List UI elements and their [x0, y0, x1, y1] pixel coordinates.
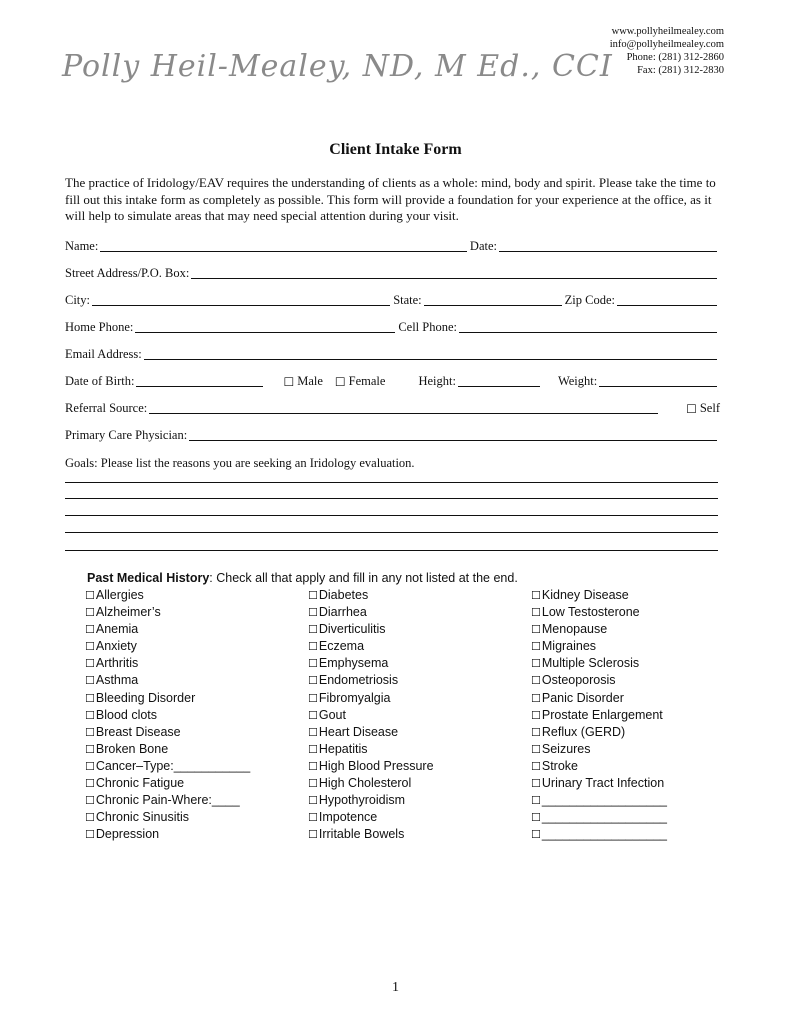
condition-checkbox[interactable]: ☐ [531, 794, 541, 808]
row-street [65, 263, 720, 281]
condition-label: Diarrhea [318, 605, 367, 620]
condition-checkbox[interactable]: ☐ [531, 623, 541, 637]
condition-checkbox[interactable]: ☐ [85, 657, 95, 671]
condition-checkbox[interactable]: ☐ [85, 759, 95, 773]
pcp-field[interactable] [189, 427, 717, 441]
goals-line[interactable] [65, 515, 718, 516]
condition-checkbox[interactable]: ☐ [308, 640, 318, 654]
pcp-label: Primary Care Physician: [65, 428, 188, 442]
referral-field[interactable] [149, 400, 658, 414]
condition-item [85, 775, 250, 792]
svg-text:Polly Heil-Mealey, ND, M Ed.,: Polly Heil-Mealey, ND, M Ed., CCI [62, 49, 613, 84]
condition-item [308, 809, 434, 826]
condition-item [531, 826, 667, 843]
goals-line[interactable] [65, 550, 718, 551]
condition-label: Depression [95, 827, 160, 842]
email-link[interactable]: info@pollyheilmealey.com [609, 39, 724, 50]
state-field[interactable] [424, 292, 562, 306]
condition-item [531, 672, 667, 689]
female-checkbox[interactable]: ☐ [334, 375, 346, 389]
condition-item [85, 690, 250, 707]
page-number: 1 [392, 980, 399, 995]
dob-label: Date of Birth: [65, 374, 135, 388]
contact-block [610, 25, 724, 77]
condition-item [531, 690, 667, 707]
condition-label: Reflux (GERD) [541, 724, 626, 739]
condition-item [308, 655, 434, 672]
condition-checkbox[interactable]: ☐ [85, 811, 95, 825]
condition-label: Gout [318, 707, 346, 722]
condition-checkbox[interactable]: ☐ [308, 606, 318, 620]
condition-label: __________________ [541, 810, 668, 825]
condition-item [308, 690, 434, 707]
male-label: Male [297, 374, 323, 388]
condition-label: Emphysema [318, 656, 389, 671]
condition-checkbox[interactable]: ☐ [85, 606, 95, 620]
condition-checkbox[interactable]: ☐ [308, 691, 318, 705]
row-pcp [65, 425, 720, 443]
self-label: Self [699, 401, 720, 415]
condition-item [85, 707, 250, 724]
name-label: Name: [65, 239, 99, 253]
condition-checkbox[interactable]: ☐ [308, 623, 318, 637]
referral-label: Referral Source: [65, 401, 148, 415]
condition-item [85, 587, 250, 604]
condition-checkbox[interactable]: ☐ [531, 691, 541, 705]
condition-item [85, 792, 250, 809]
condition-item [531, 775, 667, 792]
goals-label: Goals: Please list the reasons you are seeking an Iridology evaluation. [65, 456, 415, 470]
condition-checkbox[interactable]: ☐ [531, 828, 541, 842]
condition-label: Prostate Enlargement [541, 707, 663, 722]
height-field[interactable] [458, 373, 540, 387]
zip-field[interactable] [617, 292, 717, 306]
height-label: Height: [418, 374, 456, 388]
date-label: Date: [469, 239, 497, 253]
condition-checkbox[interactable]: ☐ [85, 623, 95, 637]
male-checkbox[interactable]: ☐ [283, 375, 295, 389]
street-label: Street Address/P.O. Box: [65, 266, 190, 280]
condition-label: Heart Disease [318, 724, 399, 739]
female-label: Female [348, 374, 386, 388]
condition-checkbox[interactable]: ☐ [308, 828, 318, 842]
condition-item [531, 707, 667, 724]
condition-label: Panic Disorder [541, 690, 624, 705]
condition-item [531, 724, 667, 741]
condition-checkbox[interactable]: ☐ [531, 725, 541, 739]
row-city-state-zip [65, 290, 720, 308]
condition-checkbox[interactable]: ☐ [85, 691, 95, 705]
condition-label: Broken Bone [95, 741, 169, 756]
dob-field[interactable] [136, 373, 263, 387]
home-phone-field[interactable] [135, 319, 395, 333]
condition-item [308, 604, 434, 621]
goals-line[interactable] [65, 498, 718, 499]
condition-label: Chronic Fatigue [95, 776, 185, 791]
condition-item [308, 672, 434, 689]
condition-label: Diverticulitis [318, 622, 386, 637]
page-title: Client Intake Form [329, 141, 462, 158]
weight-field[interactable] [599, 373, 717, 387]
condition-label: Asthma [95, 673, 139, 688]
condition-label: Hepatitis [318, 741, 368, 756]
condition-item [85, 826, 250, 843]
condition-item [531, 655, 667, 672]
condition-label: Osteoporosis [541, 673, 616, 688]
condition-item [531, 809, 667, 826]
signature-logo [62, 36, 613, 92]
condition-label: Anemia [95, 622, 139, 637]
name-field[interactable] [100, 238, 467, 252]
condition-checkbox[interactable]: ☐ [85, 640, 95, 654]
condition-item [85, 724, 250, 741]
condition-checkbox[interactable]: ☐ [308, 777, 318, 791]
home-phone-label: Home Phone: [65, 320, 134, 334]
condition-item [308, 792, 434, 809]
condition-label: Chronic Pain-Where:____ [95, 793, 240, 808]
condition-checkbox[interactable]: ☐ [531, 589, 541, 602]
condition-item [308, 707, 434, 724]
row-name-date [65, 236, 720, 254]
condition-label: Low Testosterone [541, 605, 640, 620]
condition-checkbox[interactable]: ☐ [85, 794, 95, 808]
condition-label: Eczema [318, 639, 365, 654]
row-dob-gender-measures [65, 371, 720, 389]
weight-label: Weight: [557, 374, 598, 388]
condition-checkbox[interactable]: ☐ [531, 657, 541, 671]
pmh-column-2 [308, 587, 434, 843]
condition-item [85, 672, 250, 689]
condition-label: High Blood Pressure [318, 758, 434, 773]
condition-label: Breast Disease [95, 724, 181, 739]
condition-label: Urinary Tract Infection [541, 776, 665, 791]
condition-item [308, 741, 434, 758]
condition-checkbox[interactable]: ☐ [85, 742, 95, 756]
condition-label: Cancer–Type:___________ [95, 758, 251, 773]
condition-item [531, 758, 667, 775]
intro-paragraph: The practice of Iridology/EAV requires the understanding of clients as a whole: mind, body and spirit. Please take the time to fill out this intake form as completely as possible. This form will provide a foundation for your experience at the office, as it will help to simulate areas that may need special attention during your visit. [65, 175, 716, 223]
cell-phone-label: Cell Phone: [398, 320, 457, 334]
condition-checkbox[interactable]: ☐ [531, 640, 541, 654]
condition-checkbox[interactable]: ☐ [308, 794, 318, 808]
condition-label: Stroke [541, 758, 579, 773]
condition-label: __________________ [541, 793, 668, 808]
condition-checkbox[interactable]: ☐ [308, 742, 318, 756]
condition-label: Kidney Disease [541, 588, 629, 602]
row-phones [65, 317, 720, 335]
condition-label: Endometriosis [318, 673, 399, 688]
condition-item [531, 587, 667, 604]
condition-checkbox[interactable]: ☐ [308, 674, 318, 688]
condition-item [531, 621, 667, 638]
condition-checkbox[interactable]: ☐ [85, 589, 95, 602]
condition-checkbox[interactable]: ☐ [531, 759, 541, 773]
pmh-heading [87, 571, 518, 585]
condition-checkbox[interactable]: ☐ [308, 657, 318, 671]
condition-checkbox[interactable]: ☐ [85, 725, 95, 739]
condition-label: Blood clots [95, 707, 158, 722]
condition-label: Migraines [541, 639, 597, 654]
city-label: City: [65, 293, 91, 307]
condition-item [308, 724, 434, 741]
email-label: Email Address: [65, 347, 142, 361]
condition-item [308, 587, 434, 604]
condition-checkbox[interactable]: ☐ [308, 589, 318, 602]
condition-checkbox[interactable]: ☐ [308, 725, 318, 739]
condition-item [85, 758, 250, 775]
condition-label: Arthritis [95, 656, 139, 671]
condition-checkbox[interactable]: ☐ [308, 811, 318, 825]
condition-item [85, 655, 250, 672]
condition-label: Multiple Sclerosis [541, 656, 640, 671]
condition-item [531, 604, 667, 621]
street-field[interactable] [191, 265, 717, 279]
condition-item [308, 638, 434, 655]
condition-item [308, 621, 434, 638]
condition-checkbox[interactable]: ☐ [531, 708, 541, 722]
condition-label: Fibromyalgia [318, 690, 391, 705]
condition-item [531, 792, 667, 809]
row-referral [65, 398, 720, 416]
condition-checkbox[interactable]: ☐ [85, 708, 95, 722]
pmh-instructions: : Check all that apply and fill in any not listed at the end. [209, 571, 518, 585]
city-field[interactable] [92, 292, 390, 306]
condition-item [308, 758, 434, 775]
condition-checkbox[interactable]: ☐ [85, 674, 95, 688]
condition-label: Hypothyroidism [318, 793, 406, 808]
pmh-title: Past Medical History [87, 571, 210, 585]
condition-item [531, 638, 667, 655]
condition-label: Irritable Bowels [318, 827, 405, 842]
date-field[interactable] [499, 238, 717, 252]
cell-phone-field[interactable] [459, 319, 717, 333]
condition-item [308, 775, 434, 792]
condition-label: Anxiety [95, 639, 137, 654]
condition-checkbox[interactable]: ☐ [531, 606, 541, 620]
condition-item [85, 809, 250, 826]
condition-checkbox[interactable]: ☐ [308, 708, 318, 722]
website-link[interactable]: www.pollyheilmealey.com [611, 26, 724, 37]
condition-item [531, 741, 667, 758]
condition-label: Allergies [95, 588, 144, 602]
state-label: State: [393, 293, 422, 307]
condition-label: __________________ [541, 827, 668, 842]
row-email [65, 344, 720, 362]
condition-checkbox[interactable]: ☐ [531, 811, 541, 825]
condition-item [85, 621, 250, 638]
condition-item [308, 826, 434, 843]
condition-item [85, 638, 250, 655]
condition-label: Chronic Sinusitis [95, 810, 189, 825]
email-field[interactable] [144, 346, 717, 360]
condition-checkbox[interactable]: ☐ [531, 742, 541, 756]
condition-label: Alzheimer’s [95, 605, 161, 620]
self-checkbox[interactable]: ☐ [686, 402, 697, 416]
condition-checkbox[interactable]: ☐ [85, 828, 95, 842]
row-goals [65, 453, 720, 471]
condition-checkbox[interactable]: ☐ [85, 777, 95, 791]
pmh-column-1 [85, 587, 250, 843]
condition-label: High Cholesterol [318, 776, 412, 791]
condition-label: Menopause [541, 622, 608, 637]
condition-checkbox[interactable]: ☐ [531, 674, 541, 688]
goals-line[interactable] [65, 532, 718, 533]
phone-text: Phone: (281) 312-2860 [626, 52, 724, 63]
condition-item [85, 604, 250, 621]
condition-label: Bleeding Disorder [95, 690, 196, 705]
condition-label: Seizures [541, 741, 591, 756]
condition-label: Diabetes [318, 588, 369, 602]
fax-text: Fax: (281) 312-2830 [637, 65, 724, 76]
condition-item [85, 741, 250, 758]
zip-label: Zip Code: [564, 293, 615, 307]
goals-line[interactable] [65, 482, 718, 483]
condition-checkbox[interactable]: ☐ [308, 759, 318, 773]
pmh-column-3 [531, 587, 667, 843]
condition-label: Impotence [318, 810, 378, 825]
condition-checkbox[interactable]: ☐ [531, 777, 541, 791]
